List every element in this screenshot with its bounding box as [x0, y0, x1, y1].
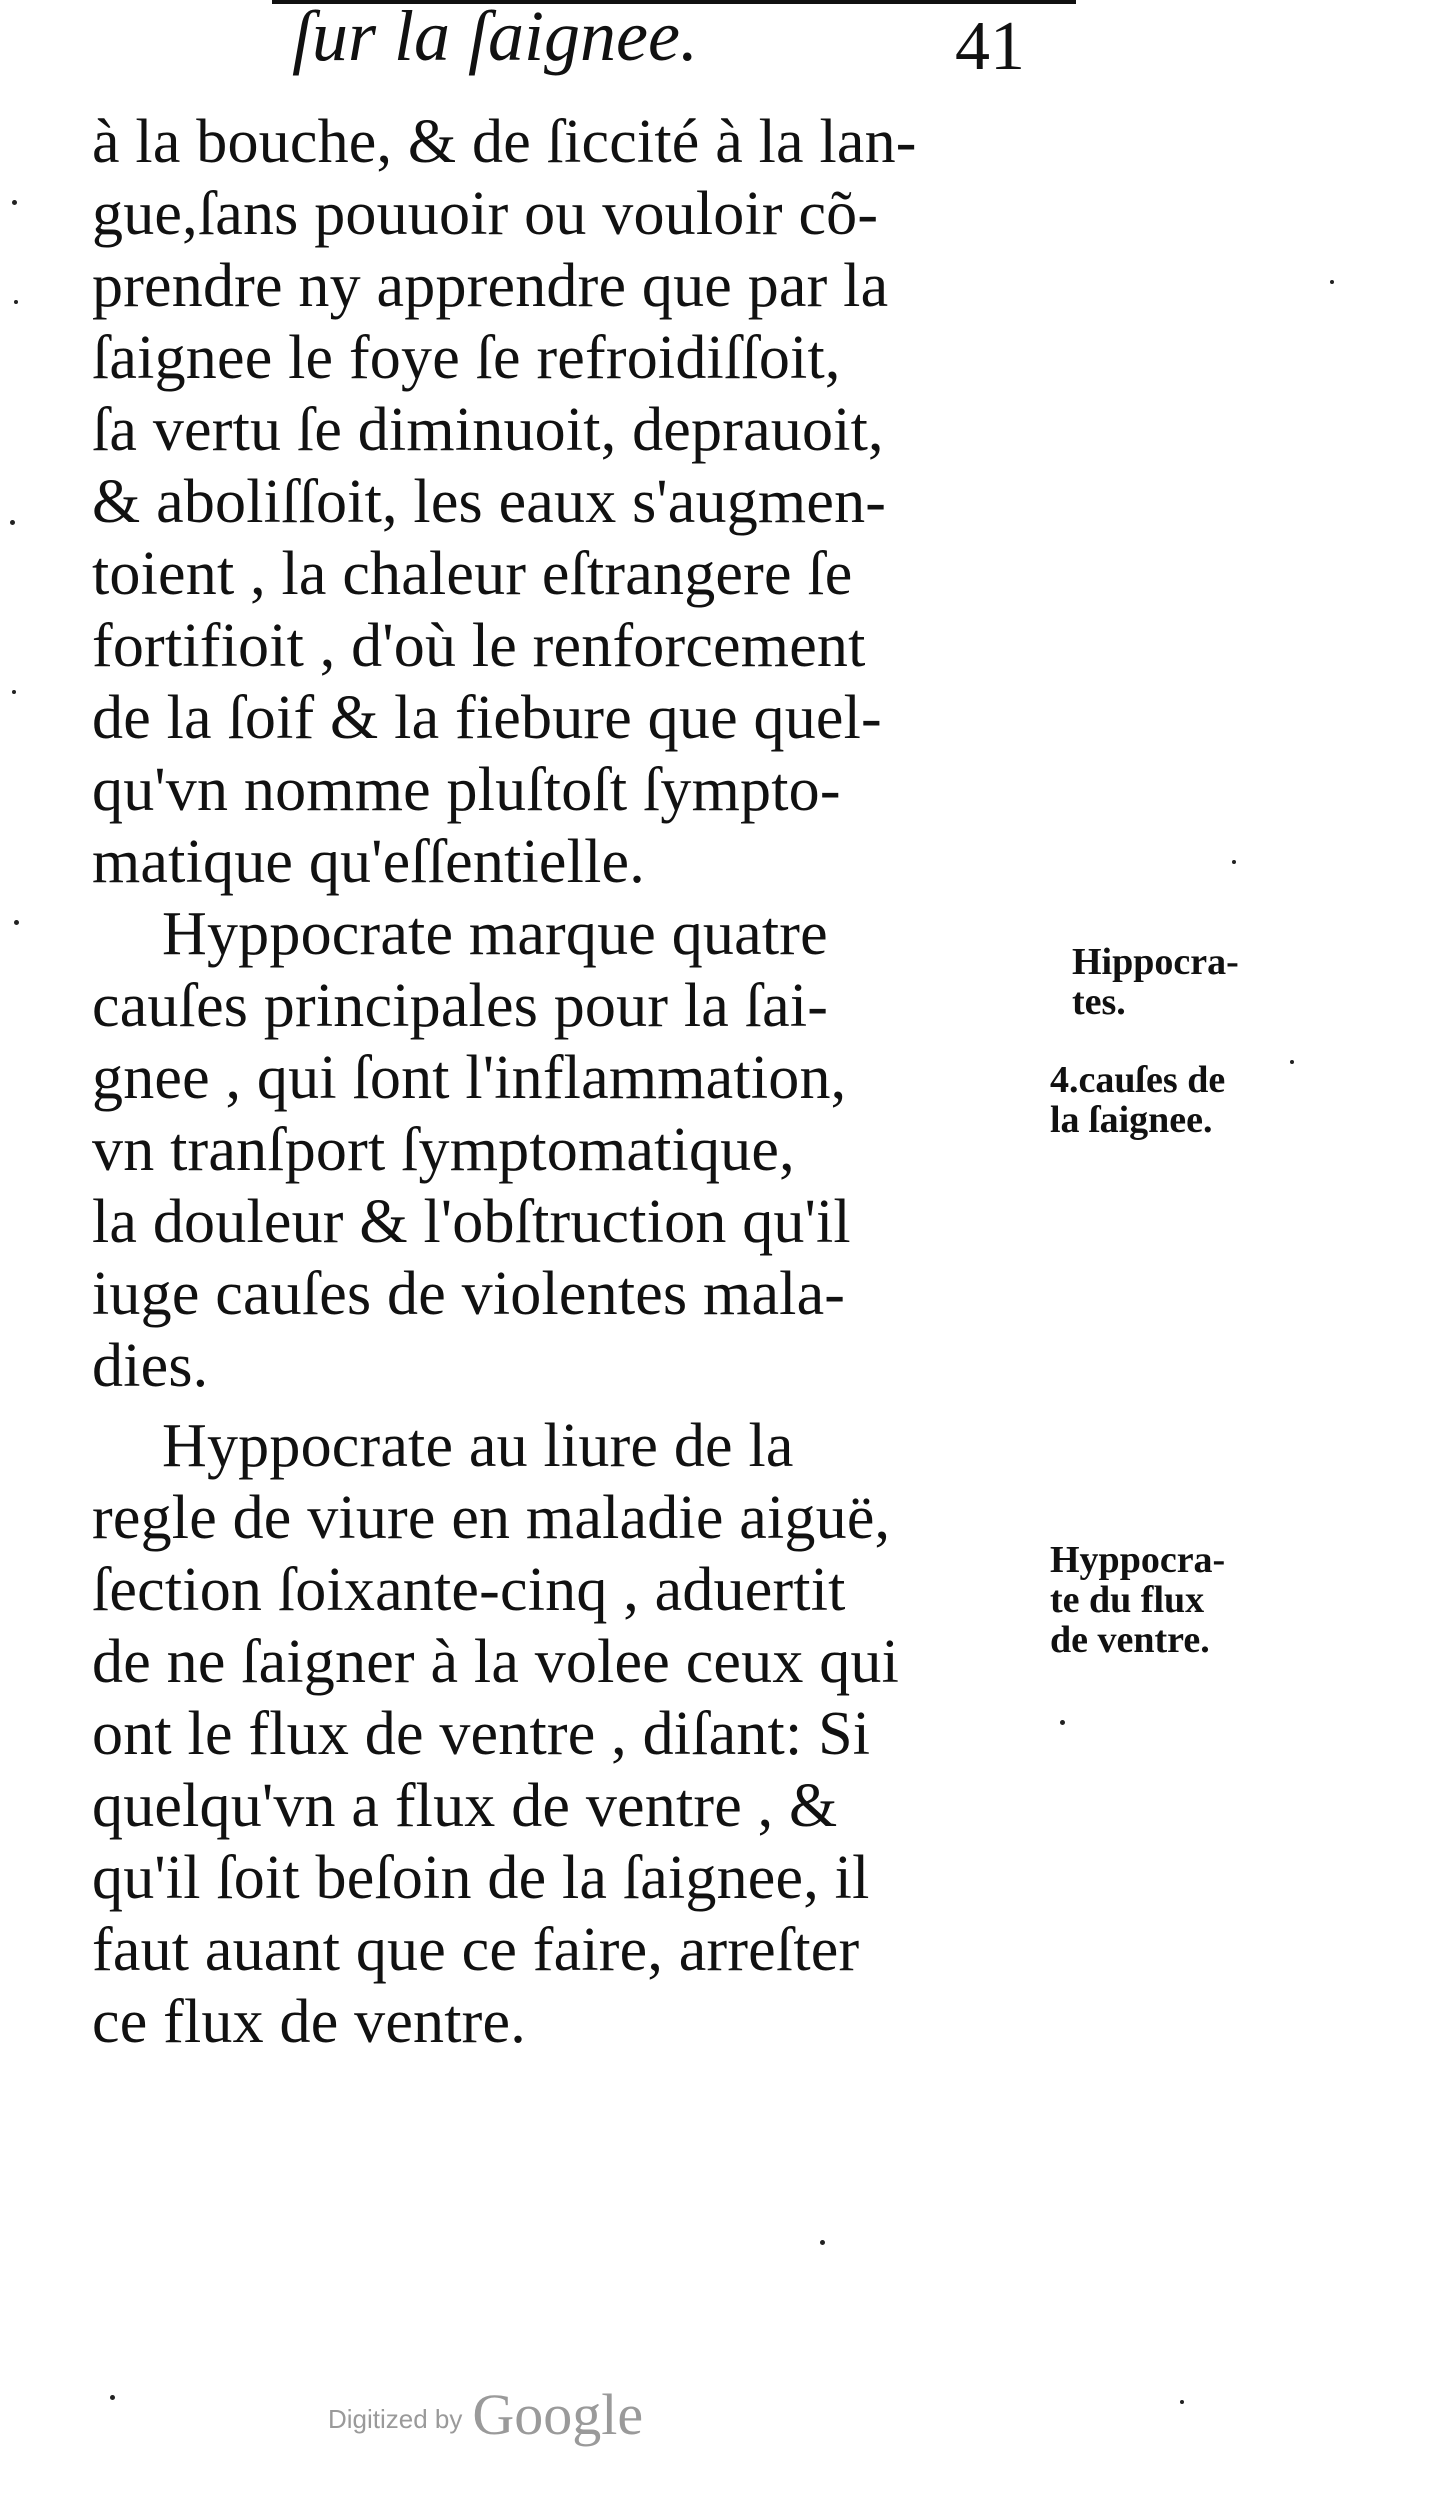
text-line: quelqu'vn a flux de ventre , & [92, 1772, 838, 1840]
print-speck [14, 300, 18, 304]
text-line: gnee , qui ſont l'inflammation, [92, 1044, 847, 1112]
text-line: la douleur & l'obſtruction qu'il [92, 1188, 851, 1256]
print-speck [110, 2395, 115, 2400]
print-speck [1060, 1720, 1065, 1725]
text-line: ce flux de ventre. [92, 1988, 526, 2056]
text-line: cauſes principales pour la ſai- [92, 972, 829, 1040]
text-line: & aboliſſoit, les eaux s'augmen- [92, 468, 887, 536]
margin-note-line: Hyppocra- [1050, 1539, 1226, 1581]
margin-note-line: 4.cauſes de [1050, 1059, 1226, 1101]
margin-note-line: tes. [1072, 981, 1126, 1023]
margin-note-hippocrates [1072, 942, 1239, 1022]
text-line: fortifioit , d'où le renforcement [92, 612, 866, 680]
text-line: qu'il ſoit beſoin de la ſaignee, il [92, 1844, 870, 1912]
margin-note-line: Hippocra- [1072, 941, 1239, 983]
margin-note-line: te du flux [1050, 1579, 1205, 1621]
print-speck [820, 2240, 825, 2245]
digitized-by-google-watermark [328, 2375, 644, 2447]
page-number: 41 [955, 8, 1025, 85]
print-speck [1330, 280, 1334, 284]
paragraph-start-line: Hyppocrate au liure de la [162, 1412, 794, 1480]
text-line: ont le flux de ventre , diſant: Si [92, 1700, 871, 1768]
margin-note-four-causes [1050, 1060, 1225, 1140]
print-speck [12, 690, 16, 694]
print-speck [12, 200, 17, 205]
paragraph-gap [92, 1402, 1062, 1410]
text-line: faut auant que ce faire, arreſter [92, 1916, 860, 1984]
digitized-by-label: Digitized by [328, 2404, 463, 2434]
text-line: gue,ſans pouuoir ou vouloir cõ- [92, 180, 879, 248]
body-text [92, 106, 1062, 2058]
print-speck [1290, 1060, 1294, 1064]
text-line: ſa vertu ſe diminuoit, deprauoit, [92, 396, 884, 464]
text-line: à la bouche, & de ſiccité à la lan- [92, 108, 917, 176]
text-line: dies. [92, 1332, 209, 1400]
text-line: qu'vn nomme pluſtoſt ſympto- [92, 756, 841, 824]
print-speck [10, 520, 15, 525]
text-line: iuge cauſes de violentes mala- [92, 1260, 846, 1328]
text-line: ſaignee le foye ſe refroidiſſoit, [92, 324, 841, 392]
paragraph-start-line: Hyppocrate marque quatre [162, 900, 828, 968]
print-speck [14, 920, 19, 925]
google-logo: Google [472, 2382, 644, 2447]
text-line: toient , la chaleur eſtrangere ſe [92, 540, 853, 608]
print-speck [1180, 2400, 1184, 2404]
text-line: de ne ſaigner à la volee ceux qui [92, 1628, 900, 1696]
text-line: vn tranſport ſymptomatique, [92, 1116, 795, 1184]
margin-note-line: la ſaignee. [1050, 1099, 1213, 1141]
text-line: regle de viure en maladie aiguë, [92, 1484, 891, 1552]
text-line: matique qu'eſſentielle. [92, 828, 645, 896]
text-line: de la ſoif & la fiebure que quel- [92, 684, 882, 752]
text-line: prendre ny apprendre que par la [92, 252, 889, 320]
print-speck [1232, 860, 1236, 864]
running-head: ſur la ſaignee. [292, 0, 698, 76]
margin-note-flux-de-ventre [1050, 1540, 1225, 1660]
margin-note-line: de ventre. [1050, 1619, 1210, 1661]
text-line: ſection ſoixante-cinq , aduertit [92, 1556, 846, 1624]
